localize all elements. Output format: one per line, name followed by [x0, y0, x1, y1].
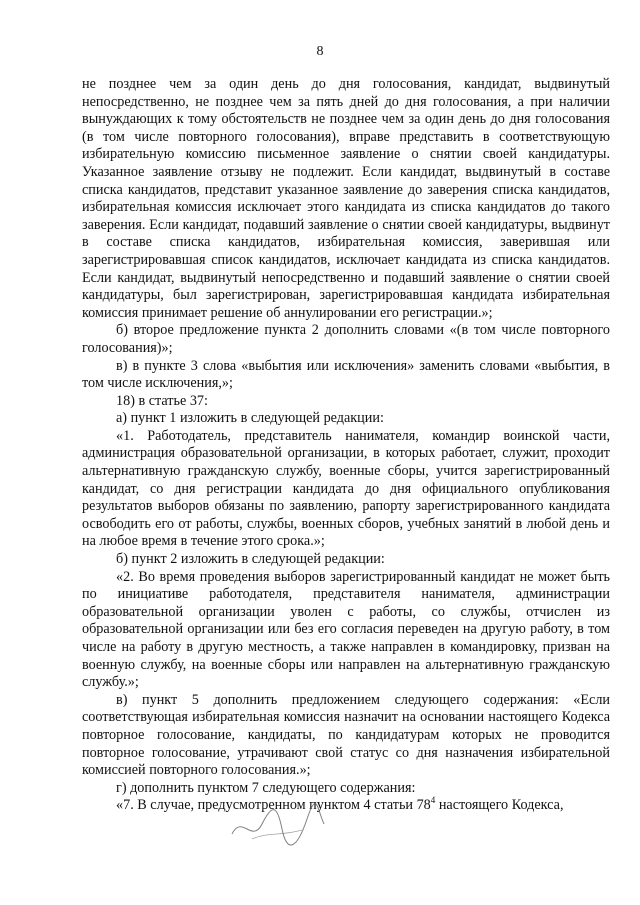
signature-stroke — [252, 830, 302, 839]
paragraph: б) второе предложение пункта 2 дополнить словами «(в том числе повторного голосования)»; — [82, 322, 610, 356]
document-body — [82, 76, 610, 815]
page-number: 8 — [316, 44, 324, 59]
paragraph: г) дополнить пунктом 7 следующего содержания: — [116, 779, 416, 796]
paragraph: «2. Во время проведения выборов зарегистрированный кандидат не может быть по инициативе работодателя, представителя нанимателя, администрации образовательной организации уволен с работы, со службы, отчислен из образовательной организации или без его согласия переведен на другую работу, в том числе на работу в другую местность, а также направлен в командировку, призван на военную службу, на военные сборы или направлен на альтернативную гражданскую службу.»; — [82, 568, 610, 691]
paragraph: в) пункт 5 дополнить предложением следующего содержания: «Если соответствующая избирательная комиссия назначит на основании настоящего Кодекса повторное голосование, кандидаты, по кандидатурам которых не проводится повторное голосование, утрачивают свой статус со дня назначения избирательной комиссией повторного голосования.»; — [82, 691, 610, 779]
paragraph: «1. Работодатель, представитель нанимателя, командир воинской части, администрация образовательной организации, в которых работает, служит, проходит альтернативную гражданскую службу, военные сборы, учится зарегистрированный кандидат, со дня регистрации кандидата до дня официального опубликования результатов выборов обязаны по заявлению, рапорту зарегистрированного кандидата освободить его от работы, службы, военных сборов, учебных занятий в любой день и на любое время в течение этого срока.»; — [82, 427, 610, 550]
paragraph: 18) в статье 37: — [116, 392, 208, 409]
superscript: 4 — [430, 795, 436, 806]
paragraph: б) пункт 2 изложить в следующей редакции: — [116, 551, 385, 568]
paragraph-last-text: «7. В случае, предусмотренном пунктом 4 статьи 78 — [116, 797, 431, 814]
paragraph: а) пункт 1 изложить в следующей редакции: — [116, 410, 384, 427]
paragraph: в) в пункте 3 слова «выбытия или исключения» заменить словами «выбытия, в том числе исключения,»; — [82, 357, 610, 392]
paragraph-last — [82, 797, 610, 815]
paragraph: не позднее чем за один день до дня голосования, кандидат, выдвинутый непосредственно, не позднее чем за пять дней до дня голосования, а при наличии вынуждающих к тому обстоятельств не позднее чем за один день до дня голосования (в том числе повторного голосования), вправе представить в соответствующую избирательную комиссию письменное заявление о снятии своей кандидатуры. Указанное заявление отзыву не подлежит. Если кандидат, выдвинутый в составе списка кандидатов, представит указанное заявление до заверения списка кандидатов, избирательная комиссия исключает этого кандидата из списка кандидатов до такого заверения. Если кандидат, подавший заявление о снятии своей кандидатуры, выдвинут в составе списка кандидатов, избирательная комиссия, заверившая или зарегистрировавшая список кандидатов, исключает кандидата из списка кандидатов. Если кандидат, выдвинутый непосредственно и подавший заявление о снятии своей кандидатуры, был зарегистрирован, зарегистрировавшая кандидата избирательная комиссия принимает решение об аннулировании его регистрации.»; — [82, 76, 610, 321]
paragraph-last-tail: настоящего Кодекса, — [435, 797, 564, 814]
